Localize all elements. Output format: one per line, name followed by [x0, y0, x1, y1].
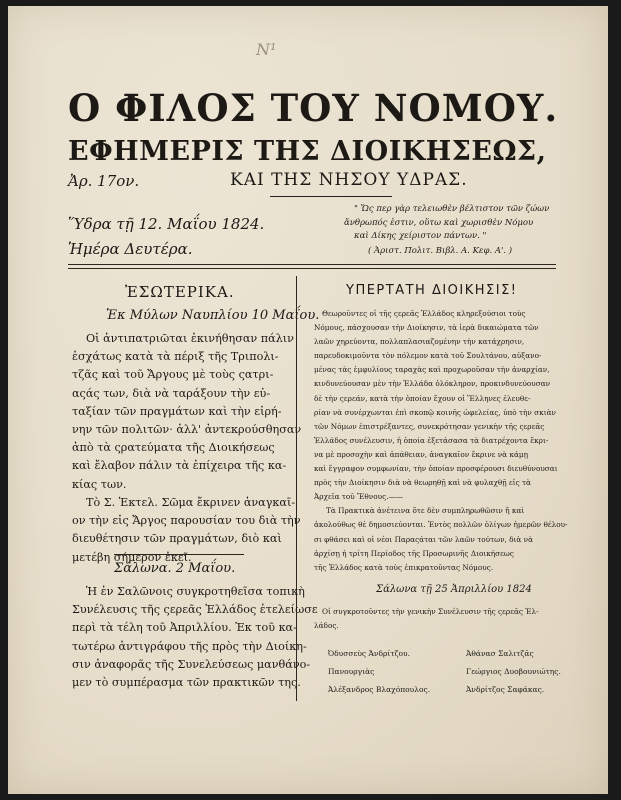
text-line: Τὸ Σ. Ἐκτελ. Σῶμα ἔκρινεν ἀναγκαῖ- [86, 496, 296, 509]
text-line: διευθέτησιν τῶν πραγμάτων, διὸ καὶ [72, 532, 282, 546]
header-rule-double [68, 268, 556, 269]
signatory: Ὀδυσσεὺς Ἀνδρίτζου. [328, 649, 411, 658]
newspaper-subtitle-line3: ΚΑΙ ΤΗΣ ΝΗΣΟΥ ΥΔΡΑΣ. [230, 170, 468, 190]
issue-number: Ἀρ. 17ον. [68, 172, 140, 190]
title-underline [270, 196, 392, 197]
text-line: Τὰ Πρακτικὰ ἀνέτεινα ὅτε δὲν συμπληρωθῶσιν ἤ καὶ [326, 506, 525, 516]
text-line: πρὸς τὴν Διοίκησιν διὰ νὰ θεωρηθῇ καὶ νὰ φυλαχθῇ εἰς τὰ [314, 478, 531, 488]
text-line: ἀκολούθως θὲ δημοσιεύονται. Ἐντὸς πολλῶν ὀλίγων ἡμερῶν θέλου- [314, 520, 568, 530]
petition-body [314, 307, 568, 575]
section-heading-supreme-administration: ΥΠΕΡΤΑΤΗ ΔΙΟΙΚΗΣΙΣ! [346, 283, 518, 298]
text-line: καὶ ἔλαβον πάλιν τὰ ἐπίχειρα τῆς κα- [72, 459, 287, 473]
number-mark: N¹ [256, 40, 277, 59]
text-line: νην τῶν πολιτῶν· ἀλλ' ἀντεκρούσθησαν [72, 423, 302, 437]
epigraph-line: " Ὥς περ γὰρ τελειωθὲν βέλτιστον τῶν ζώων [354, 204, 550, 214]
text-line: λάδος. [314, 621, 339, 630]
issue-weekday: Ἡμέρα Δευτέρα. [68, 240, 193, 258]
petition-date: Σάλωνα τῇ 25 Ἀπριλλίου 1824 [376, 584, 532, 595]
section-heading-domestic: ἘΣΩΤΕΡΙΚΑ. [125, 283, 235, 301]
text-line: καὶ ἔγγραφον συμφωνίαν, τὴν ὁποίαν προσφέρουσι διευθύνουσαι [314, 464, 558, 474]
text-line: τωτέρω ἀντιγράφου τῆς πρὸς τὴν Διοίκη- [72, 639, 307, 653]
newspaper-title: Ο ΦΙΛΟΣ ΤΟΥ ΝΟΜΟΥ. [68, 86, 559, 130]
text-line: δὲ τὴν ςερεάν, κατὰ τὴν ὁποίαν ἔχουν οἱ Ἕλληνες ἐλευθε- [314, 393, 531, 403]
text-line: μετέβη σήμερον ἐκεῖ. [72, 550, 192, 564]
epigraph-citation: ( Ἀριστ. Πολιτ. Βιβλ. Α. Κεφ. Α'. ) [368, 246, 513, 256]
text-line: ταξίαν τῶν πραγμάτων καὶ τὴν εἰρή- [72, 404, 282, 418]
text-line: Συνέλευσις τῆς ςερεᾶς Ἑλλάδος ἐτελείωσε [72, 603, 318, 617]
text-line: ἀρχίσῃ ἡ τρίτη Περίοδος τῆς Προσωρινῆς Διοικήσεως [314, 548, 514, 558]
signatory: Γεώργιος Δυοβουνιώτης. [466, 667, 561, 676]
text-line: Οἱ ἀντιπατριῶται ἐκινήθησαν πάλιν [86, 332, 294, 345]
newspaper-subtitle: ΕΦΗΜΕΡΙΣ ΤΗΣ ΔΙΟΙΚΗΣΕΩΣ, [68, 136, 547, 167]
text-line: μεν τὸ συμπέρασμα τῶν πρακτικῶν της. [72, 676, 301, 690]
text-line: αςάς των, διὰ νὰ ταράξουν τὴν εὐ- [72, 386, 271, 400]
article-paragraph-3 [72, 583, 318, 692]
dateline-nafplio: Ἐκ Μύλων Ναυπλίου 10 Μαΐου. [106, 308, 320, 323]
signatory: Ἀνδρίτζος Σαφάκας. [466, 685, 545, 694]
text-line: ἀπὸ τὰ ςρατεύματα τῆς Διοικήσεως [72, 441, 275, 455]
issue-date: Ὕδρα τῇ 12. Μαΐου 1824. [68, 215, 265, 233]
text-line: τῆς Ἑλλάδος κατὰ τοὺς ἐπικρατοῦντας Νόμους. [314, 562, 494, 572]
text-line: κίας των. [72, 477, 127, 491]
article-paragraph-1 [72, 330, 302, 494]
text-line: Οἱ συγκροτοῦντες τὴν γενικὴν Συνέλευσιν τῆς ςερεᾶς Ἑλ- [322, 607, 539, 616]
column-divider [296, 276, 297, 701]
text-line: ἐσχάτως κατὰ τὰ πέριξ τῆς Τριπολι- [72, 350, 279, 364]
text-line: ρίαν νὰ συνέρχωνται ἐπὶ σκοπῷ κοινῆς ὠφελείας, ὑπὸ τὴν σκιὰν [314, 407, 556, 417]
article-paragraph-2 [72, 494, 301, 567]
text-line: λαῶν χηρεύοντα, πολλαπλασιαζομένην τὴν κατάχρησιν, [314, 337, 525, 347]
text-line: σιν ἀναφορᾶς τῆς Συνελεύσεως μανθάνο- [72, 657, 311, 671]
text-line: ον τὴν εἰς Ἄργος παρουσίαν του διὰ τὴν [72, 514, 301, 528]
signatories-note [314, 605, 539, 633]
text-line: να μὲ προσοχὴν καὶ ἀπάθειαν, ἀναγκαῖον ἔκρινε νὰ κάμῃ [314, 449, 529, 459]
text-line: μένας τὰς ἐμφυλίους ταραχὰς καὶ προχωροῦσαν τὴν ἀναρχίαν, [314, 365, 550, 375]
text-line: τῶν Νόμων ἐπιστρέξαντες, συνεκρότησαν γενικὴν τῆς ςερεᾶς [314, 421, 545, 431]
text-line: παρευδοκιμοῦντα τὸν πόλεμον κατὰ τοῦ Σουλτάνου, αὐξανο- [314, 351, 542, 361]
dateline-salona: Σάλωνα. 2 Μαΐου. [114, 561, 236, 576]
text-line: περὶ τὰ τέλη τοῦ Ἀπριλλίου. Ἐκ τοῦ κα- [72, 621, 297, 635]
text-line: Ἡ ἐν Σαλῶνοις συγκροτηθεῖσα τοπικὴ [86, 585, 305, 598]
text-line: κινδυνεύουσαν μὲν τὴν Ἑλλάδα ὁλόκληρον, προκινδυνεύουσαν [314, 379, 551, 389]
text-line: Ἑλλάδος συνέλευσιν, ἡ ὁποία ἐξετάσασα τὰ διατρέχοντα ἔκρι- [314, 435, 549, 445]
text-line: σι φθάσει καὶ οἱ νέοι Παραςάται τῶν λαῶν τούτων, διὰ νὰ [314, 534, 534, 544]
text-line: Θεωροῦντες οἱ τῆς ςερεᾶς Ἑλλάδος κληρεξούσιοι τοὺς [322, 309, 526, 318]
epigraph-line: καὶ Δίκης χείριστον πάντων. " [354, 231, 487, 241]
signatory: Ἀθάνασ Σαλιτζᾶς [466, 649, 534, 658]
section-separator [114, 554, 244, 555]
signatory: Ἀλέξανδρος Βλαχόπουλος. [328, 685, 431, 694]
signatory: Πανουργιὰς [328, 667, 375, 676]
text-line: Νόμους, πάσχουσαν τὴν Διοίκησιν, τὰ ἱερὰ δικαιώματα τῶν [314, 323, 539, 333]
text-line: Ἀρχεῖα τοῦ Ἔθνους.—— [314, 492, 404, 502]
header-rule [68, 264, 556, 265]
newspaper-page [8, 6, 608, 794]
text-line: τζᾶς καὶ τοῦ Ἄργους μὲ τοὺς ςατρι- [72, 368, 274, 382]
epigraph-line: ἄνθρωπός ἐστιν, οὕτω καὶ χωρισθὲν Νόμου [344, 218, 534, 228]
